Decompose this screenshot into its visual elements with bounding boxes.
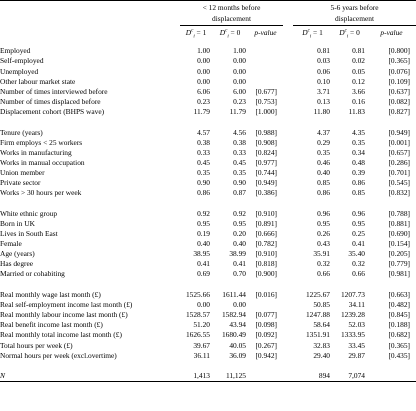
row-label: Private sector bbox=[0, 178, 41, 188]
cell-control-a: 0.00 bbox=[233, 56, 246, 66]
cell-pvalue-b: [0.981] bbox=[388, 269, 411, 279]
cell-pvalue-b: [0.482] bbox=[388, 300, 411, 310]
cell-control-b: 0.25 bbox=[352, 229, 365, 239]
cell-control-b: 35.40 bbox=[348, 249, 365, 259]
cell-control-a: 0.38 bbox=[233, 137, 246, 147]
table-row bbox=[0, 158, 416, 168]
cell-pvalue-b: [0.682] bbox=[388, 330, 411, 340]
cell-treated-a: 6.06 bbox=[197, 86, 210, 96]
cell-pvalue-a: [0.744] bbox=[255, 167, 277, 177]
cell-pvalue-b: [0.881] bbox=[388, 218, 411, 228]
cell-pvalue-a: [0.386] bbox=[255, 188, 277, 198]
cell-pvalue-b: [0.188] bbox=[388, 320, 411, 330]
cell-pvalue-b: [0.365] bbox=[388, 340, 411, 350]
cell-treated-a: 0.45 bbox=[197, 157, 210, 167]
cell-pvalue-a: [0.988] bbox=[255, 127, 277, 137]
table-row bbox=[0, 46, 416, 56]
cell-pvalue-a: [0.092] bbox=[255, 330, 277, 340]
n-control-a: 11,125 bbox=[212, 371, 248, 382]
col-header-control-b: $D^c_i = 0$ bbox=[332, 26, 367, 41]
cell-pvalue-a: [0.267] bbox=[255, 340, 277, 350]
cell-treated-a: 0.92 bbox=[197, 208, 210, 218]
cell-control-b: 0.81 bbox=[352, 46, 365, 56]
row-label: Total hours per week (£) bbox=[0, 340, 73, 350]
cell-treated-a: 0.95 bbox=[197, 218, 210, 228]
cell-control-b: 0.39 bbox=[352, 167, 365, 177]
cell-treated-b: 50.85 bbox=[313, 300, 330, 310]
cell-control-a: 1611.44 bbox=[222, 290, 246, 300]
row-label: Other labour market state bbox=[0, 76, 76, 86]
cell-control-a: 0.40 bbox=[233, 239, 246, 249]
table-row bbox=[0, 76, 416, 86]
row-label: Real monthly labour income last month (£) bbox=[0, 310, 128, 320]
col-header-treated-a: $D^c_i = 1$ bbox=[180, 26, 212, 41]
row-label: Real monthly total income last month (£) bbox=[0, 330, 122, 340]
cell-treated-b: 0.03 bbox=[317, 56, 330, 66]
cell-treated-b: 0.81 bbox=[317, 46, 330, 56]
cell-pvalue-a: [0.782] bbox=[255, 239, 277, 249]
row-label: Has degree bbox=[0, 259, 34, 269]
cell-pvalue-a: [0.677] bbox=[255, 86, 277, 96]
cell-control-b: 0.85 bbox=[352, 188, 365, 198]
cell-pvalue-b: [0.663] bbox=[388, 290, 411, 300]
n-treated-a: 1,413 bbox=[180, 371, 212, 382]
cell-treated-b: 0.96 bbox=[317, 208, 330, 218]
cell-control-b: 1333.95 bbox=[340, 330, 365, 340]
cell-pvalue-b: [0.365] bbox=[388, 56, 411, 66]
cell-treated-b: 0.95 bbox=[317, 218, 330, 228]
cell-treated-b: 1351.91 bbox=[305, 330, 330, 340]
row-label: Works in manual occupation bbox=[0, 157, 85, 167]
cell-pvalue-b: [0.545] bbox=[388, 178, 411, 188]
cell-pvalue-a: [0.910] bbox=[255, 208, 277, 218]
cell-treated-b: 0.29 bbox=[317, 137, 330, 147]
group-header-5-6-years: 5-6 years before bbox=[293, 1, 416, 16]
cell-pvalue-a bbox=[248, 300, 283, 310]
cell-control-b: 0.02 bbox=[352, 56, 365, 66]
cell-pvalue-b: [0.637] bbox=[388, 86, 411, 96]
cell-control-b: 0.86 bbox=[352, 178, 365, 188]
table-row bbox=[0, 249, 416, 259]
col-header-treated-b: $D^c_i = 1$ bbox=[293, 26, 332, 41]
cell-control-b: 0.12 bbox=[352, 76, 365, 86]
row-label: Works > 30 hours per week bbox=[0, 188, 82, 198]
cell-control-b: 4.35 bbox=[352, 127, 365, 137]
n-control-b: 7,074 bbox=[332, 371, 367, 382]
cell-treated-b: 0.10 bbox=[317, 76, 330, 86]
row-label: Real monthly wage last month (£) bbox=[0, 290, 101, 300]
table-row bbox=[0, 259, 416, 269]
cell-control-a: 0.90 bbox=[233, 178, 246, 188]
n-treated-b: 894 bbox=[293, 371, 332, 382]
cell-pvalue-b: [0.001] bbox=[388, 137, 411, 147]
cell-control-b: 0.96 bbox=[352, 208, 365, 218]
cell-control-b: 0.34 bbox=[352, 147, 365, 157]
cell-treated-b: 32.83 bbox=[313, 340, 330, 350]
cell-control-a: 0.45 bbox=[233, 157, 246, 167]
cell-treated-a: 39.67 bbox=[193, 340, 210, 350]
row-label: Female bbox=[0, 239, 22, 249]
table-row bbox=[0, 86, 416, 96]
cell-treated-b: 4.37 bbox=[317, 127, 330, 137]
col-header-control-a: $D^c_i = 0$ bbox=[212, 26, 248, 41]
table-row bbox=[0, 56, 416, 66]
cell-treated-b: 0.32 bbox=[317, 259, 330, 269]
cell-pvalue-a: [0.666] bbox=[255, 229, 277, 239]
cell-treated-b: 0.46 bbox=[317, 157, 330, 167]
cell-treated-b: 0.06 bbox=[317, 66, 330, 76]
cell-pvalue-a: [0.753] bbox=[255, 96, 277, 106]
cell-control-a: 0.00 bbox=[233, 66, 246, 76]
cell-treated-a: 0.19 bbox=[197, 229, 210, 239]
cell-control-b: 0.16 bbox=[352, 96, 365, 106]
cell-treated-b: 35.91 bbox=[313, 249, 330, 259]
cell-pvalue-a: [0.098] bbox=[255, 320, 277, 330]
cell-treated-b: 0.35 bbox=[317, 147, 330, 157]
cell-pvalue-b: [0.690] bbox=[388, 229, 411, 239]
row-label: Married or cohabiting bbox=[0, 269, 65, 279]
table-row bbox=[0, 239, 416, 249]
cell-control-b: 0.35 bbox=[352, 137, 365, 147]
cell-treated-a: 0.69 bbox=[197, 269, 210, 279]
cell-pvalue-a: [0.900] bbox=[255, 269, 277, 279]
cell-pvalue-a bbox=[248, 66, 283, 76]
table-row bbox=[0, 340, 416, 350]
row-label: Age (years) bbox=[0, 249, 35, 259]
cell-treated-a: 0.41 bbox=[197, 259, 210, 269]
cell-pvalue-b: [0.949] bbox=[388, 127, 411, 137]
group-header-5-6-years-line2: displacement bbox=[335, 14, 374, 23]
cell-control-b: 0.66 bbox=[352, 269, 365, 279]
cell-treated-a: 0.38 bbox=[197, 137, 210, 147]
cell-control-b: 33.45 bbox=[348, 340, 365, 350]
table-row bbox=[0, 66, 416, 76]
cell-control-b: 1239.28 bbox=[340, 310, 365, 320]
cell-pvalue-a: [0.016] bbox=[255, 290, 277, 300]
cell-control-a: 1680.49 bbox=[221, 330, 246, 340]
table-row bbox=[0, 350, 416, 360]
cell-pvalue-b: [0.286] bbox=[388, 157, 411, 167]
cell-control-a: 43.94 bbox=[229, 320, 246, 330]
cell-pvalue-a: [0.818] bbox=[255, 259, 277, 269]
cell-treated-a: 1.00 bbox=[197, 46, 210, 56]
row-label: Lives in South East bbox=[0, 229, 58, 239]
cell-pvalue-b: [0.657] bbox=[388, 147, 411, 157]
table-row bbox=[0, 300, 416, 310]
cell-pvalue-b: [0.109] bbox=[388, 76, 411, 86]
cell-treated-a: 0.00 bbox=[197, 56, 210, 66]
col-header-pvalue-a: p-value bbox=[248, 26, 283, 41]
cell-treated-b: 11.80 bbox=[313, 106, 330, 116]
cell-treated-a: 0.00 bbox=[197, 76, 210, 86]
table-row bbox=[0, 330, 416, 340]
cell-treated-b: 0.86 bbox=[317, 188, 330, 198]
cell-treated-b: 0.43 bbox=[317, 239, 330, 249]
n-label: N bbox=[0, 371, 180, 382]
cell-control-b: 29.87 bbox=[348, 350, 365, 360]
row-label: Self-employed bbox=[0, 56, 44, 66]
table-row bbox=[0, 269, 416, 279]
row-label: Tenure (years) bbox=[0, 127, 43, 137]
row-label: Number of times interviewed before bbox=[0, 86, 108, 96]
table-row bbox=[0, 320, 416, 330]
cell-treated-b: 0.40 bbox=[317, 167, 330, 177]
cell-pvalue-b: [0.205] bbox=[388, 249, 411, 259]
cell-control-a: 0.00 bbox=[233, 76, 246, 86]
cell-treated-a: 1525.66 bbox=[185, 290, 210, 300]
cell-control-a: 40.05 bbox=[229, 340, 246, 350]
table-row bbox=[0, 96, 416, 106]
cell-treated-a: 1528.57 bbox=[185, 310, 210, 320]
cell-control-a: 38.99 bbox=[229, 249, 246, 259]
row-label: Real benefit income last month (£) bbox=[0, 320, 103, 330]
cell-control-a: 36.09 bbox=[229, 350, 246, 360]
table-row bbox=[0, 178, 416, 188]
cell-treated-b: 0.26 bbox=[317, 229, 330, 239]
cell-pvalue-a: [0.824] bbox=[255, 147, 277, 157]
cell-control-a: 0.33 bbox=[233, 147, 246, 157]
cell-pvalue-a bbox=[248, 46, 283, 56]
table-row bbox=[0, 137, 416, 147]
cell-control-b: 0.32 bbox=[352, 259, 365, 269]
cell-control-b: 0.41 bbox=[352, 239, 365, 249]
cell-treated-b: 3.71 bbox=[317, 86, 330, 96]
cell-treated-b: 1247.88 bbox=[305, 310, 330, 320]
table-row bbox=[0, 219, 416, 229]
cell-control-b: 3.66 bbox=[352, 86, 365, 96]
cell-pvalue-b: [0.788] bbox=[388, 208, 411, 218]
cell-control-a: 0.41 bbox=[233, 259, 246, 269]
table-row bbox=[0, 290, 416, 300]
cell-pvalue-a: [0.077] bbox=[255, 310, 277, 320]
cell-control-b: 52.03 bbox=[348, 320, 365, 330]
cell-treated-a: 0.90 bbox=[197, 178, 210, 188]
cell-pvalue-a bbox=[248, 56, 283, 66]
table-body bbox=[0, 40, 416, 360]
cell-pvalue-b: [0.845] bbox=[388, 310, 411, 320]
cell-treated-a: 38.95 bbox=[193, 249, 210, 259]
cell-treated-b: 58.64 bbox=[313, 320, 330, 330]
cell-control-a: 0.23 bbox=[233, 96, 246, 106]
table-row bbox=[0, 107, 416, 117]
cell-treated-b: 0.85 bbox=[317, 178, 330, 188]
cell-control-b: 0.48 bbox=[352, 157, 365, 167]
row-label: Union member bbox=[0, 167, 45, 177]
cell-pvalue-a: [0.908] bbox=[255, 137, 277, 147]
cell-control-a: 0.95 bbox=[233, 218, 246, 228]
row-label: White ethnic group bbox=[0, 208, 58, 218]
row-label: Firm employs < 25 workers bbox=[0, 137, 83, 147]
row-label: Unemployed bbox=[0, 66, 39, 76]
cell-pvalue-b: [0.827] bbox=[388, 106, 411, 116]
row-label: Displacement cohort (BHPS wave) bbox=[0, 106, 105, 116]
row-label: Normal hours per week (excl.overtime) bbox=[0, 350, 117, 360]
cell-control-a: 0.70 bbox=[233, 269, 246, 279]
cell-treated-a: 0.00 bbox=[197, 66, 210, 76]
table-footer bbox=[0, 360, 416, 385]
cell-pvalue-b: [0.435] bbox=[388, 350, 411, 360]
cell-treated-a: 4.57 bbox=[197, 127, 210, 137]
cell-pvalue-b: [0.076] bbox=[388, 66, 411, 76]
cell-control-a: 4.56 bbox=[233, 127, 246, 137]
table-row bbox=[0, 229, 416, 239]
cell-control-b: 0.05 bbox=[352, 66, 365, 76]
cell-control-b: 34.11 bbox=[348, 300, 365, 310]
cell-treated-b: 1225.67 bbox=[305, 290, 330, 300]
cell-control-a: 0.87 bbox=[233, 188, 246, 198]
col-header-pvalue-b: p-value bbox=[367, 26, 416, 41]
table-row bbox=[0, 127, 416, 137]
cell-pvalue-b: [0.082] bbox=[388, 96, 411, 106]
cell-control-a: 11.79 bbox=[229, 106, 246, 116]
cell-pvalue-b: [0.800] bbox=[388, 46, 411, 56]
cell-pvalue-a: [0.942] bbox=[255, 350, 277, 360]
cell-pvalue-b: [0.701] bbox=[388, 167, 411, 177]
cell-pvalue-a: [0.949] bbox=[255, 178, 277, 188]
cell-pvalue-a: [0.977] bbox=[255, 157, 277, 167]
cell-treated-a: 0.33 bbox=[197, 147, 210, 157]
cell-pvalue-b: [0.779] bbox=[388, 259, 411, 269]
cell-control-a: 1582.94 bbox=[221, 310, 246, 320]
cell-treated-a: 11.79 bbox=[193, 106, 210, 116]
table-header bbox=[0, 1, 416, 41]
cell-control-a: 0.92 bbox=[233, 208, 246, 218]
cell-treated-a: 0.35 bbox=[197, 167, 210, 177]
table-row bbox=[0, 310, 416, 320]
cell-pvalue-a: [0.910] bbox=[255, 249, 277, 259]
row-label: Number of times displaced before bbox=[0, 96, 101, 106]
cell-treated-a: 0.23 bbox=[197, 96, 210, 106]
cell-control-a: 1.00 bbox=[233, 46, 246, 56]
cell-pvalue-a: [1.000] bbox=[255, 106, 277, 116]
table-row bbox=[0, 147, 416, 157]
cell-treated-b: 0.66 bbox=[317, 269, 330, 279]
cell-control-a: 0.35 bbox=[233, 167, 246, 177]
group-header-pre-12-months: < 12 months before bbox=[180, 1, 283, 16]
cell-control-a: 6.00 bbox=[233, 86, 246, 96]
cell-treated-b: 0.13 bbox=[317, 96, 330, 106]
group-header-pre-12-months-line2: displacement bbox=[212, 14, 251, 23]
cell-treated-a: 0.40 bbox=[197, 239, 210, 249]
cell-control-b: 1207.73 bbox=[340, 290, 365, 300]
cell-control-a: 0.20 bbox=[233, 229, 246, 239]
cell-treated-b: 29.40 bbox=[313, 350, 330, 360]
row-label: Born in UK bbox=[0, 218, 35, 228]
cell-control-a: 0.00 bbox=[233, 300, 246, 310]
cell-pvalue-a: [0.891] bbox=[255, 218, 277, 228]
cell-treated-a: 36.11 bbox=[193, 350, 210, 360]
table-row bbox=[0, 188, 416, 198]
cell-pvalue-b: [0.832] bbox=[388, 188, 411, 198]
cell-control-b: 0.95 bbox=[352, 218, 365, 228]
cell-treated-a: 1626.55 bbox=[185, 330, 210, 340]
cell-treated-a: 0.00 bbox=[197, 300, 210, 310]
row-label: Employed bbox=[0, 46, 31, 56]
row-label: Works in manufacturing bbox=[0, 147, 72, 157]
cell-treated-a: 51.20 bbox=[193, 320, 210, 330]
cell-pvalue-a bbox=[248, 76, 283, 86]
table-row bbox=[0, 209, 416, 219]
table-row bbox=[0, 168, 416, 178]
cell-pvalue-b: [0.154] bbox=[388, 239, 411, 249]
row-label: Real self-employment income last month (£) bbox=[0, 300, 133, 310]
cell-treated-a: 0.86 bbox=[197, 188, 210, 198]
cell-control-b: 11.83 bbox=[348, 106, 365, 116]
